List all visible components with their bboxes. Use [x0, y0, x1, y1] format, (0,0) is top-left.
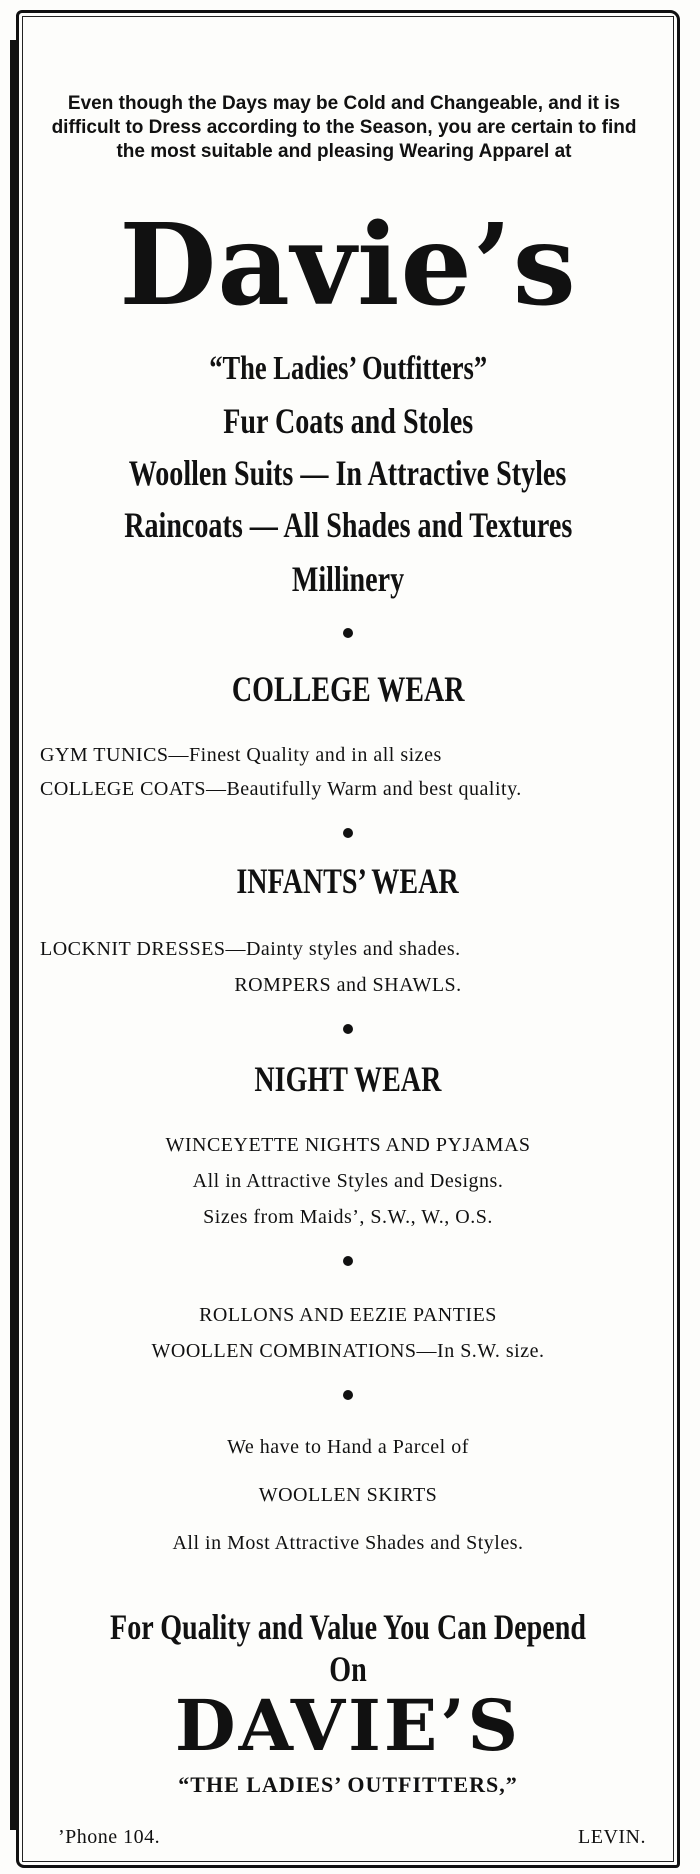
bullet-divider — [343, 1256, 353, 1266]
quality-line: For Quality and Value You Can Depend On — [110, 1607, 586, 1689]
tagline-wrap — [28, 350, 668, 388]
main-item-text: Raincoats — All Shades and Textures — [123, 505, 573, 545]
main-item-text: Fur Coats and Stoles — [223, 401, 473, 441]
infants-line-2: ROMPERS and SHAWLS. — [234, 974, 462, 996]
college-line-2: COLLEGE COATS—Beautifully Warm and best quality. — [40, 778, 522, 800]
night-wear-heading: NIGHT WEAR — [254, 1059, 442, 1099]
night-line-3: Sizes from Maids’, S.W., W., O.S. — [203, 1206, 493, 1228]
parcel-line-2: WOOLLEN SKIRTS — [258, 1484, 438, 1506]
quality-line-wrap — [28, 1606, 668, 1690]
ad-content — [28, 20, 668, 1860]
college-line-1: GYM TUNICS—Finest Quality and in all sizes — [40, 744, 442, 766]
bullet-divider — [343, 1024, 353, 1034]
main-item-1 — [28, 400, 668, 442]
store-name-headline: Davie’s — [119, 200, 577, 331]
main-item-2 — [28, 452, 668, 494]
store-name-footer: DAVIE’S — [174, 1684, 522, 1767]
bullet-divider — [343, 1390, 353, 1400]
underwear-line-2: WOOLLEN COMBINATIONS—In S.W. size. — [151, 1340, 545, 1362]
bullet-divider — [343, 828, 353, 838]
night-line-2: All in Attractive Styles and Designs. — [192, 1170, 504, 1192]
infants-heading-wrap — [28, 860, 668, 902]
infants-wear-heading: INFANTS’ WEAR — [236, 861, 460, 901]
underwear-line-1: ROLLONS AND EEZIE PANTIES — [199, 1304, 497, 1326]
bullet-divider — [343, 628, 353, 638]
night-heading-wrap — [28, 1058, 668, 1100]
tagline-footer: “THE LADIES’ OUTFITTERS,” — [178, 1772, 518, 1797]
college-wear-heading: COLLEGE WEAR — [231, 669, 465, 709]
tagline: “The Ladies’ Outfitters” — [209, 350, 487, 387]
college-heading-wrap — [28, 668, 668, 710]
main-item-text: Woollen Suits — In Attractive Styles — [129, 453, 567, 493]
infants-line-1: LOCKNIT DRESSES—Dainty styles and shades. — [40, 938, 461, 960]
main-item-3 — [28, 504, 668, 546]
phone-number: ’Phone 104. — [58, 1826, 161, 1848]
main-item-4 — [28, 558, 668, 600]
parcel-line-3: All in Most Attractive Shades and Styles. — [172, 1532, 524, 1554]
intro-text: Even though the Days may be Cold and Changeable, and it is difficult to Dress according to the Season, you are certain to find the most suitable and pleasing Wearing Apparel at — [51, 93, 637, 162]
night-line-1: WINCEYETTE NIGHTS AND PYJAMAS — [165, 1134, 531, 1156]
location: LEVIN. — [578, 1826, 646, 1848]
parcel-line-1: We have to Hand a Parcel of — [227, 1436, 469, 1458]
main-item-text: Millinery — [291, 559, 405, 599]
